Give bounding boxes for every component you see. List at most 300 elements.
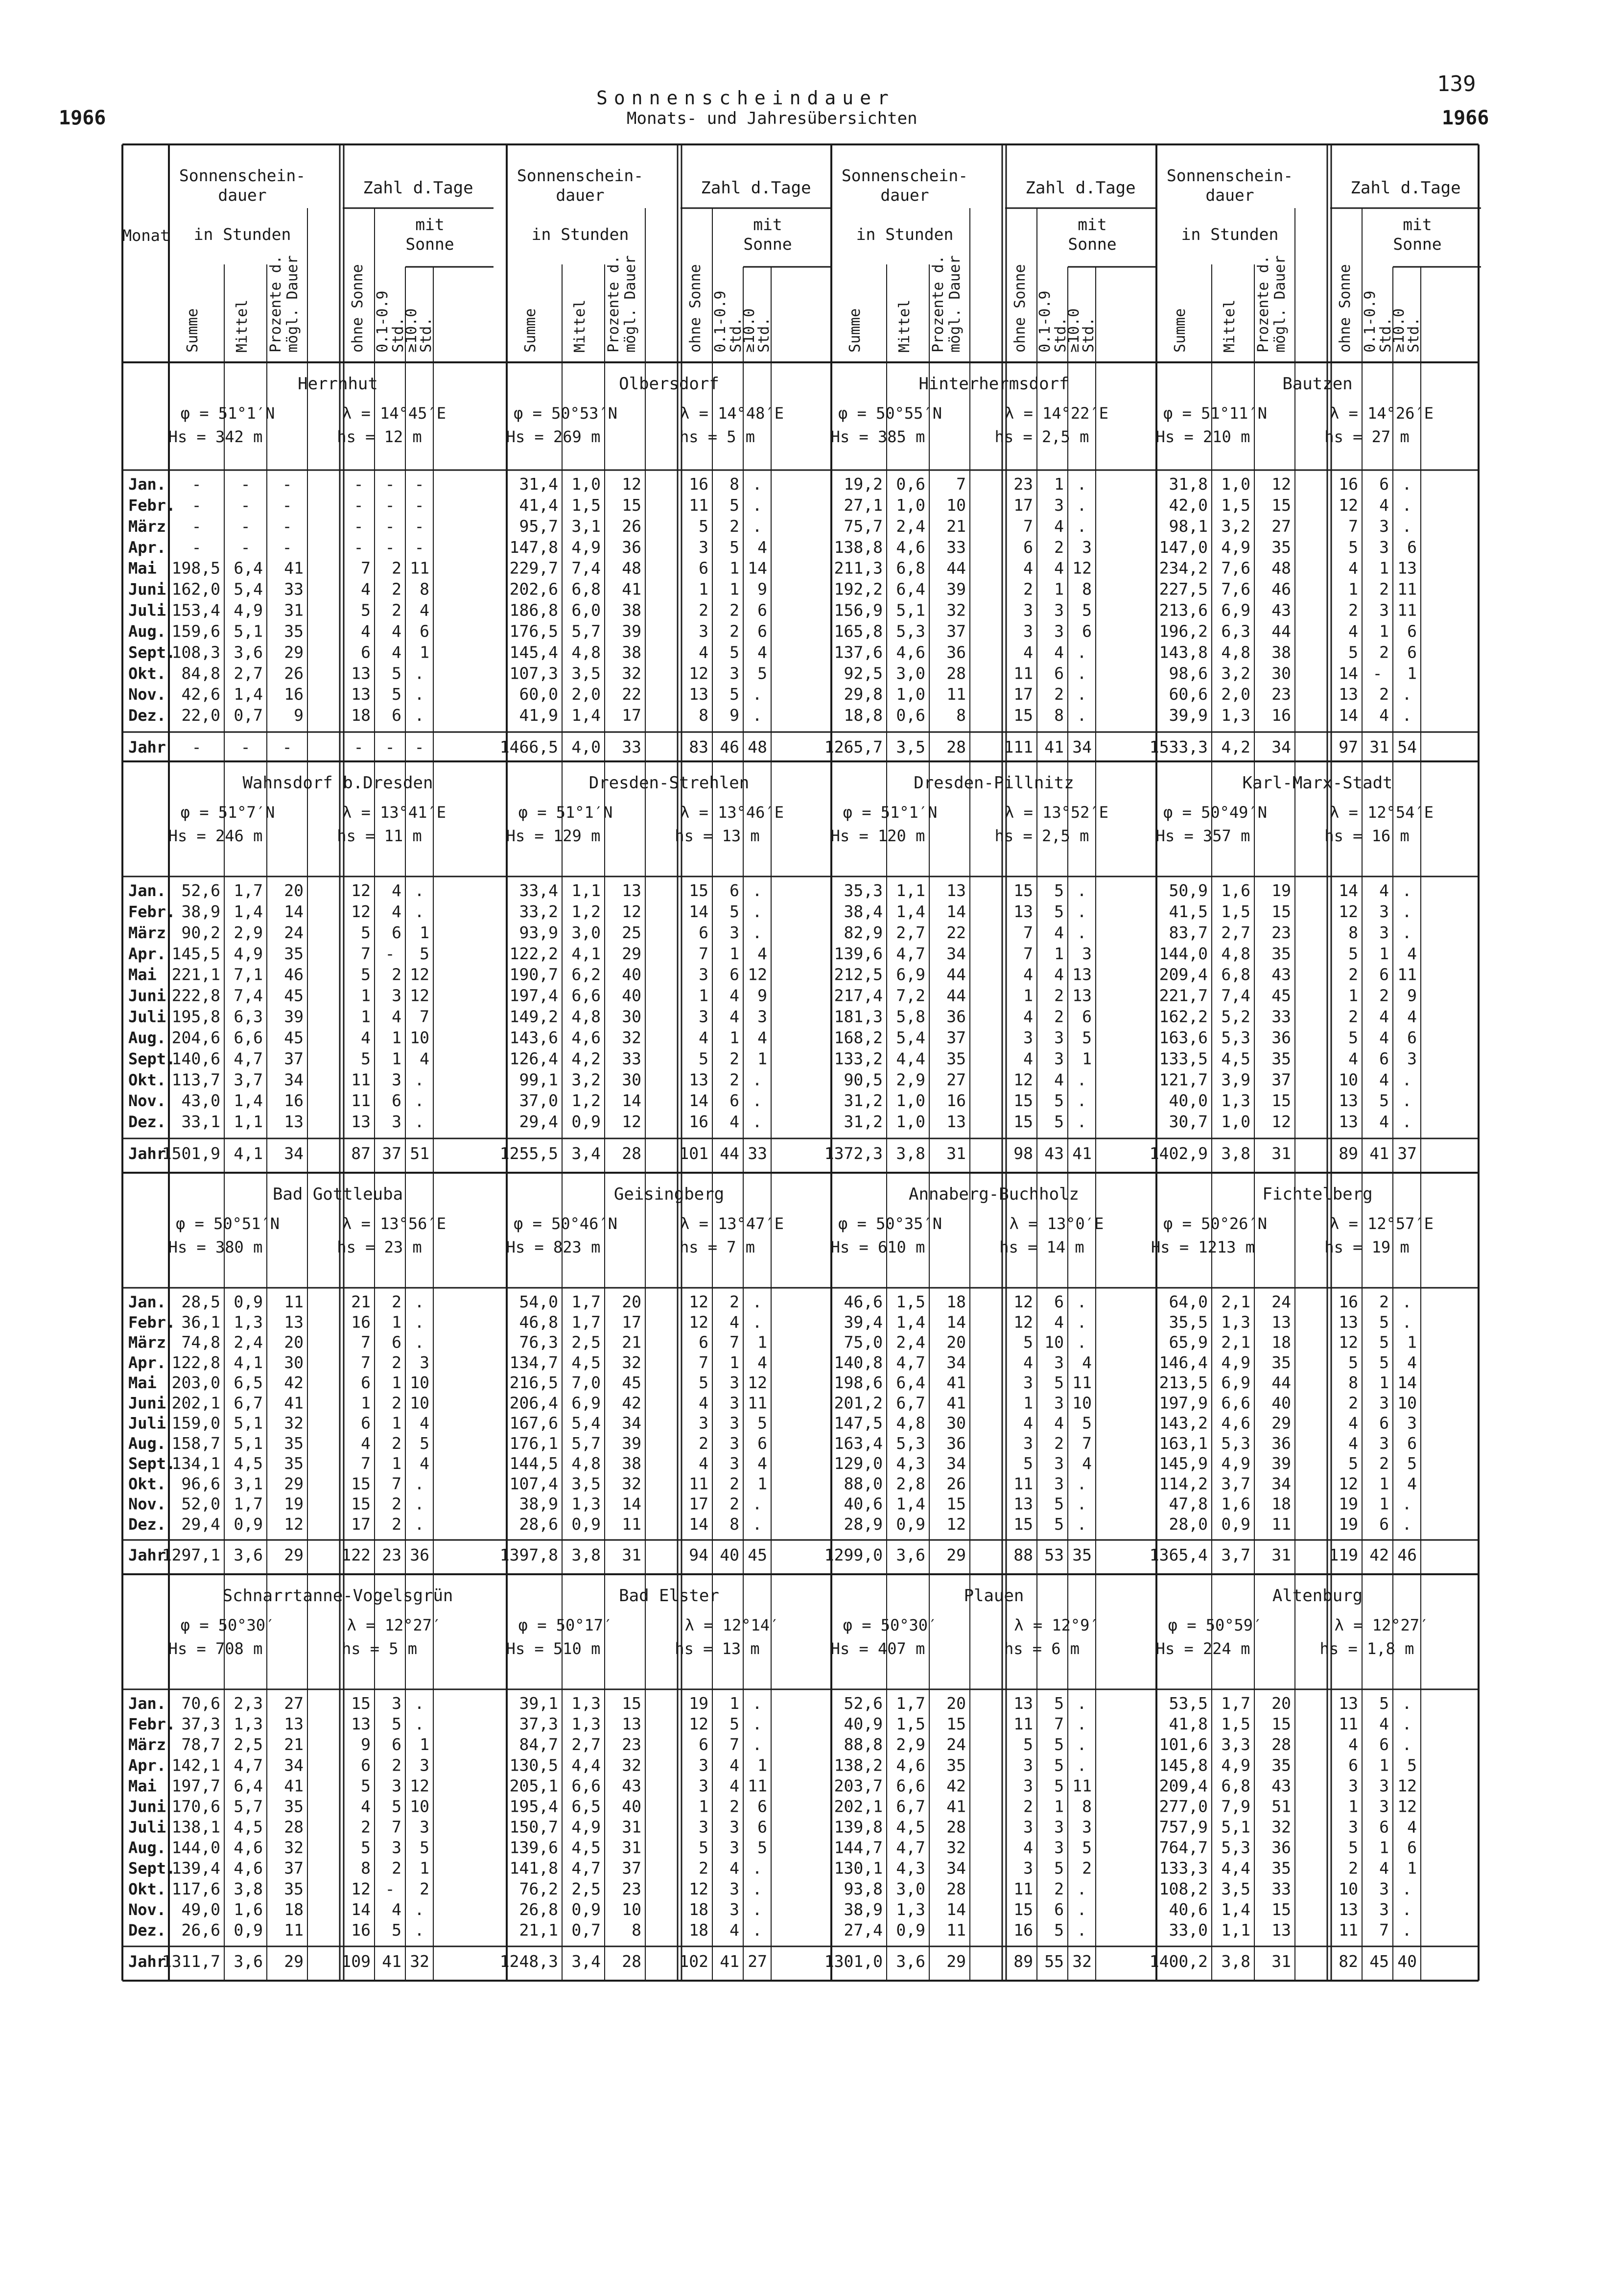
year-total-cell: 3,7 <box>1221 1545 1250 1564</box>
data-cell: 4 <box>757 944 767 963</box>
data-cell: 5 <box>699 1838 708 1857</box>
data-cell: 20 <box>946 1332 966 1352</box>
year-total-cell: 27 <box>748 1952 767 1971</box>
data-cell: 4,9 <box>1221 1755 1250 1775</box>
data-cell: 3 <box>729 1393 739 1413</box>
data-cell: 202,6 <box>509 579 558 599</box>
data-cell: 4,5 <box>234 1454 263 1473</box>
data-cell: 167,6 <box>509 1413 558 1433</box>
data-cell: 6,7 <box>896 1797 925 1816</box>
data-cell: . <box>752 1292 762 1311</box>
c10-header: ≥10.0 <box>403 308 420 353</box>
data-cell: 1,3 <box>896 1899 925 1919</box>
sun-title: dauer <box>556 186 605 205</box>
data-cell: 2 <box>1023 1797 1033 1816</box>
station-altitude: Hs = 708 m <box>168 1639 263 1658</box>
data-cell: 4 <box>729 1920 739 1940</box>
data-cell: 15 <box>1013 1514 1033 1534</box>
data-cell: 5,7 <box>571 1433 601 1453</box>
data-cell: - <box>353 537 364 557</box>
data-cell: 3 <box>1379 537 1389 557</box>
year-total-cell: 88 <box>1013 1545 1033 1564</box>
data-cell: 5 <box>392 1714 401 1734</box>
data-cell: 4,6 <box>571 1028 601 1047</box>
station-altitude: Hs = 385 m <box>830 427 925 446</box>
station-name: Dresden-Strehlen <box>588 773 750 793</box>
month-label: Dez. <box>128 1515 166 1534</box>
data-cell: 2 <box>1082 1858 1092 1878</box>
data-cell: 4 <box>1082 1454 1092 1473</box>
data-cell: 1,1 <box>1221 1920 1250 1940</box>
data-cell: 32 <box>946 1838 966 1857</box>
data-cell: 3 <box>729 1454 739 1473</box>
data-cell: 170,6 <box>171 1797 220 1816</box>
data-cell: . <box>1077 642 1087 662</box>
data-cell: 2,3 <box>234 1694 263 1713</box>
data-cell: 84,8 <box>181 663 220 683</box>
data-cell: 3 <box>699 621 708 641</box>
month-label: Sept. <box>128 643 176 662</box>
data-cell: 3 <box>1379 516 1389 536</box>
jahr-label: Jahr <box>128 1546 166 1564</box>
data-cell: 147,0 <box>1159 537 1208 557</box>
data-cell: 2 <box>729 1049 739 1068</box>
data-cell: 2 <box>729 1474 739 1493</box>
month-label: März <box>128 1333 166 1352</box>
data-cell: 4 <box>1054 923 1064 942</box>
c10-header: Std. <box>755 317 773 353</box>
year-total-cell: - <box>414 737 424 757</box>
data-cell: 145,4 <box>509 642 558 662</box>
year-total-cell: 31 <box>1271 1545 1291 1564</box>
data-cell: 4 <box>1054 642 1064 662</box>
data-cell: . <box>752 1694 762 1713</box>
data-cell: 5 <box>1379 1694 1389 1713</box>
data-cell: 1 <box>1054 944 1064 963</box>
data-cell: 1,2 <box>571 901 601 921</box>
data-cell: 28 <box>284 1817 304 1837</box>
year-total-cell: 31 <box>1369 737 1389 757</box>
year-total-cell: 1466,5 <box>499 737 558 757</box>
data-cell: 31 <box>284 600 304 620</box>
data-cell: 3,5 <box>571 1474 601 1493</box>
data-cell: 3 <box>392 1694 401 1713</box>
data-cell: . <box>1077 474 1087 494</box>
data-cell: 3 <box>757 1007 767 1026</box>
station-latitude: φ = 51°1′N <box>180 404 275 423</box>
data-cell: 5 <box>361 923 371 942</box>
data-cell: 21 <box>351 1292 371 1311</box>
c01-header: Std. <box>390 317 407 353</box>
data-cell: 4 <box>1054 1413 1064 1433</box>
data-cell: 5 <box>1407 1454 1417 1473</box>
data-cell: 108,2 <box>1159 1879 1208 1898</box>
data-cell: 28,6 <box>519 1514 558 1534</box>
station-height: hs = 16 m <box>1324 827 1410 845</box>
data-cell: 38,9 <box>519 1494 558 1514</box>
data-cell: 3 <box>1407 1049 1417 1068</box>
mittel-header: Mittel <box>1221 299 1238 353</box>
data-cell: 6,3 <box>234 1007 263 1026</box>
data-cell: . <box>414 1112 424 1132</box>
data-cell: 38,4 <box>844 901 883 921</box>
month-label: Mai <box>128 559 157 578</box>
data-cell: 186,8 <box>509 600 558 620</box>
year-total-cell: 1255,5 <box>499 1144 558 1163</box>
data-cell: 19 <box>1339 1494 1358 1514</box>
data-cell: 7,1 <box>234 965 263 984</box>
data-cell: 31,4 <box>519 474 558 494</box>
data-cell: 130,1 <box>834 1858 883 1878</box>
jahr-label: Jahr <box>128 1952 166 1971</box>
data-cell: 3 <box>1379 1433 1389 1453</box>
data-cell: 5 <box>1348 537 1358 557</box>
data-cell: 2 <box>1348 965 1358 984</box>
data-cell: 3 <box>1054 600 1064 620</box>
data-cell: 10 <box>1072 1393 1092 1413</box>
data-cell: 16 <box>946 1091 966 1111</box>
month-label: März <box>128 1735 166 1754</box>
page-subtitle: Monats- und Jahresübersichten <box>627 109 917 128</box>
data-cell: 7 <box>1054 1714 1064 1734</box>
data-cell: 163,4 <box>834 1433 883 1453</box>
data-cell: 3 <box>1054 1454 1064 1473</box>
station-height: hs = 7 m <box>679 1238 755 1256</box>
data-cell: 0,9 <box>234 1514 263 1534</box>
data-cell: 4 <box>757 537 767 557</box>
data-cell: 4 <box>1023 1049 1033 1068</box>
data-cell: 4,4 <box>571 1755 601 1775</box>
data-cell: 6 <box>1082 621 1092 641</box>
data-cell: 6 <box>1407 537 1417 557</box>
data-cell: 2 <box>729 1292 739 1311</box>
station-altitude: Hs = 342 m <box>168 427 263 446</box>
data-cell: 145,9 <box>1159 1454 1208 1473</box>
data-cell: 46,8 <box>519 1312 558 1332</box>
data-cell: 140,6 <box>171 1049 220 1068</box>
data-cell: 3 <box>1023 1755 1033 1775</box>
data-cell: 4 <box>1023 642 1033 662</box>
data-cell: 12 <box>1271 1112 1291 1132</box>
year-total-cell: 4,2 <box>1221 737 1250 757</box>
data-cell: . <box>752 1112 762 1132</box>
data-cell: 0,7 <box>234 706 263 725</box>
station-latitude: φ = 50°35′N <box>838 1214 942 1233</box>
month-label: Sept. <box>128 1049 176 1068</box>
station-altitude: Hs = 1213 m <box>1151 1238 1255 1256</box>
data-cell: 1,3 <box>571 1694 601 1713</box>
data-cell: 26 <box>284 663 304 683</box>
data-cell: 15 <box>1271 1714 1291 1734</box>
data-cell: 4 <box>392 901 401 921</box>
data-cell: 2 <box>699 1433 708 1453</box>
data-cell: 4 <box>757 642 767 662</box>
data-cell: 764,7 <box>1159 1838 1208 1857</box>
data-cell: 34 <box>284 1070 304 1089</box>
data-cell: 4,9 <box>1221 537 1250 557</box>
data-cell: 13 <box>1339 685 1358 704</box>
data-cell: 13 <box>1339 1899 1358 1919</box>
data-cell: 5 <box>699 1049 708 1068</box>
data-cell: 20 <box>1271 1694 1291 1713</box>
data-cell: 4,8 <box>1221 642 1250 662</box>
data-cell: 12 <box>1339 901 1358 921</box>
data-cell: 88,8 <box>844 1735 883 1754</box>
data-cell: . <box>752 1714 762 1734</box>
data-cell: 1,0 <box>1221 474 1250 494</box>
data-cell: 5 <box>420 1433 429 1453</box>
year-total-cell: 31 <box>1271 1144 1291 1163</box>
station-name: Olbersdorf <box>619 374 719 394</box>
station-longitude: λ = 12°14′ <box>684 1616 779 1634</box>
sun-title: dauer <box>218 186 267 205</box>
data-cell: 4 <box>1379 1112 1389 1132</box>
year-total-cell: 3,6 <box>896 1952 925 1971</box>
data-cell: 7 <box>1023 944 1033 963</box>
year-total-cell: 1402,9 <box>1149 1144 1208 1163</box>
data-cell: 2 <box>729 1494 739 1514</box>
data-cell: 3 <box>1023 1028 1033 1047</box>
data-cell: 4 <box>757 1352 767 1372</box>
data-cell: 29 <box>284 642 304 662</box>
data-cell: 15 <box>1271 1091 1291 1111</box>
station-name: Altenburg <box>1272 1586 1363 1606</box>
data-cell: 18 <box>689 1899 708 1919</box>
data-cell: 12 <box>689 1879 708 1898</box>
data-cell: 5 <box>1054 1735 1064 1754</box>
data-cell: 5 <box>1054 901 1064 921</box>
data-cell: . <box>1077 1312 1087 1332</box>
data-cell: 65,9 <box>1169 1332 1208 1352</box>
data-cell: 22,0 <box>181 706 220 725</box>
data-cell: 6 <box>361 1755 371 1775</box>
data-cell: 3,8 <box>234 1879 263 1898</box>
data-cell: 34 <box>1271 1474 1291 1493</box>
ohne-sonne-header: ohne Sonne <box>349 264 366 353</box>
data-cell: 18 <box>1271 1494 1291 1514</box>
data-cell: 4,5 <box>571 1352 601 1372</box>
data-cell: 4 <box>392 881 401 900</box>
data-cell: 15 <box>1013 1112 1033 1132</box>
year-total-cell: - <box>191 737 202 757</box>
data-cell: 11 <box>410 558 429 578</box>
data-cell: 5 <box>361 1838 371 1857</box>
data-cell: 6 <box>699 1735 708 1754</box>
data-cell: 33 <box>622 1049 641 1068</box>
year-total-cell: 41 <box>720 1952 739 1971</box>
data-cell: 5 <box>1379 1312 1389 1332</box>
data-cell: 33,1 <box>181 1112 220 1132</box>
month-label: Sept. <box>128 1454 176 1473</box>
data-cell: 6,8 <box>896 558 925 578</box>
station-height: hs = 13 m <box>675 1639 760 1658</box>
data-cell: 4,5 <box>571 1838 601 1857</box>
data-cell: 6 <box>361 1373 371 1392</box>
mittel-header: Mittel <box>571 299 588 353</box>
data-cell: 139,4 <box>171 1858 220 1878</box>
data-cell: 13 <box>1072 986 1092 1005</box>
data-cell: 2,1 <box>1221 1292 1250 1311</box>
station-longitude: λ = 14°48′E <box>680 404 784 423</box>
data-cell: 30 <box>622 1070 641 1089</box>
data-cell: 5 <box>1023 1454 1033 1473</box>
data-cell: 5 <box>1348 642 1358 662</box>
prozente-header: Prozente d. <box>267 255 284 353</box>
data-cell: 30 <box>946 1413 966 1433</box>
data-cell: 4,5 <box>234 1817 263 1837</box>
month-label: Mai <box>128 1776 157 1796</box>
year-total-cell: 1301,0 <box>824 1952 883 1971</box>
c01-header: 0.1-0.9 <box>712 290 729 353</box>
data-cell: 34 <box>284 1755 304 1775</box>
data-cell: - <box>191 537 202 557</box>
data-cell: 24 <box>946 1735 966 1754</box>
station-height: hs = 12 m <box>337 427 422 446</box>
data-cell: 2 <box>1348 600 1358 620</box>
data-cell: 8 <box>1054 706 1064 725</box>
data-cell: 5 <box>1407 1755 1417 1775</box>
data-cell: 4 <box>1348 1433 1358 1453</box>
data-cell: 5,1 <box>1221 1817 1250 1837</box>
station-latitude: φ = 50°55′N <box>838 404 942 423</box>
year-total-cell: 53 <box>1044 1545 1064 1564</box>
data-cell: 5 <box>729 537 739 557</box>
data-cell: 3 <box>392 1776 401 1796</box>
data-cell: 8 <box>632 1920 641 1940</box>
month-label: März <box>128 923 166 942</box>
data-cell: 5,1 <box>896 600 925 620</box>
data-cell: 41,4 <box>519 495 558 515</box>
data-cell: 2 <box>1054 1433 1064 1453</box>
data-cell: 7 <box>1348 516 1358 536</box>
data-cell: 88,0 <box>844 1474 883 1493</box>
data-cell: . <box>1402 881 1412 900</box>
data-cell: 7 <box>1379 1920 1389 1940</box>
days-title: Zahl d.Tage <box>1350 178 1461 198</box>
data-cell: 1 <box>1379 1838 1389 1857</box>
data-cell: 45 <box>284 986 304 1005</box>
data-cell: 222,8 <box>171 986 220 1005</box>
data-cell: 46 <box>1271 579 1291 599</box>
data-cell: 4 <box>1348 621 1358 641</box>
data-cell: 28,5 <box>181 1292 220 1311</box>
data-cell: 1 <box>1054 579 1064 599</box>
data-cell: 13 <box>1339 1112 1358 1132</box>
data-cell: . <box>1077 1694 1087 1713</box>
data-cell: - <box>240 537 251 557</box>
data-cell: 3 <box>1082 1817 1092 1837</box>
data-cell: 3 <box>392 1838 401 1857</box>
data-cell: 7 <box>361 1352 371 1372</box>
mit-sonne-label: Sonne <box>743 235 792 254</box>
data-cell: 3 <box>1054 1352 1064 1372</box>
data-cell: 145,8 <box>1159 1755 1208 1775</box>
data-cell: 139,6 <box>509 1838 558 1857</box>
data-cell: . <box>1077 923 1087 942</box>
data-cell: . <box>1402 1879 1412 1898</box>
year-total-cell: 3,6 <box>896 1545 925 1564</box>
year-total-cell: 87 <box>351 1144 371 1163</box>
station-latitude: φ = 50°46′N <box>514 1214 617 1233</box>
data-cell: 4,7 <box>234 1755 263 1775</box>
data-cell: 7,4 <box>1221 986 1250 1005</box>
data-cell: . <box>1077 1714 1087 1734</box>
data-cell: 3 <box>420 1755 429 1775</box>
year-total-cell: 51 <box>410 1144 429 1163</box>
station-altitude: Hs = 269 m <box>506 427 601 446</box>
jahr-label: Jahr <box>128 738 166 757</box>
data-cell: 5 <box>1054 1755 1064 1775</box>
station-latitude: φ = 50°53′N <box>514 404 617 423</box>
data-cell: 11 <box>1013 1879 1033 1898</box>
data-cell: 2 <box>392 1494 401 1514</box>
data-cell: 4 <box>729 1776 739 1796</box>
data-cell: 11 <box>284 1920 304 1940</box>
station-longitude: λ = 14°45′E <box>342 404 446 423</box>
data-cell: 95,7 <box>519 516 558 536</box>
station-name: Hinterhermsdorf <box>918 374 1069 394</box>
data-cell: . <box>1077 1899 1087 1919</box>
data-cell: 41 <box>284 558 304 578</box>
data-cell: 1,4 <box>234 901 263 921</box>
data-cell: 40,0 <box>1169 1091 1208 1111</box>
data-cell: 33 <box>284 579 304 599</box>
c01-header: Std. <box>728 317 745 353</box>
data-cell: 6,8 <box>571 579 601 599</box>
data-cell: 1 <box>729 1694 739 1713</box>
year-total-cell: 41 <box>1044 737 1064 757</box>
data-cell: 209,4 <box>1159 1776 1208 1796</box>
month-label: Apr. <box>128 944 166 963</box>
data-cell: 1,6 <box>1221 1494 1250 1514</box>
data-cell: 1 <box>1379 621 1389 641</box>
station-longitude: λ = 13°47′E <box>680 1214 784 1233</box>
data-cell: 5 <box>392 663 401 683</box>
data-cell: 3 <box>729 1817 739 1837</box>
year-total-cell: 41 <box>1369 1144 1389 1163</box>
data-cell: . <box>414 1514 424 1534</box>
data-cell: 46,6 <box>844 1292 883 1311</box>
data-cell: 4 <box>1023 965 1033 984</box>
data-cell: 192,2 <box>834 579 883 599</box>
data-cell: 41,5 <box>1169 901 1208 921</box>
data-cell: 36 <box>946 1433 966 1453</box>
data-cell: 1 <box>729 558 739 578</box>
data-cell: 1,0 <box>571 474 601 494</box>
data-cell: 22 <box>946 923 966 942</box>
data-cell: 12 <box>689 1714 708 1734</box>
data-cell: 31,2 <box>844 1091 883 1111</box>
data-cell: 1,1 <box>571 881 601 900</box>
station-height: hs = 2,5 m <box>994 827 1089 845</box>
data-cell: 4,8 <box>571 642 601 662</box>
station-latitude: φ = 50°30′ <box>180 1616 275 1634</box>
data-cell: 2,9 <box>896 1070 925 1089</box>
data-cell: 10 <box>946 495 966 515</box>
year-total-cell: - <box>282 737 292 757</box>
data-cell: - <box>385 474 395 494</box>
data-cell: 32 <box>284 1838 304 1857</box>
data-cell: 4 <box>1348 1735 1358 1754</box>
data-cell: 20 <box>284 881 304 900</box>
data-cell: 28,9 <box>844 1514 883 1534</box>
data-cell: 2 <box>729 600 739 620</box>
data-cell: 9 <box>361 1735 371 1754</box>
data-cell: 2 <box>392 965 401 984</box>
data-cell: 39,1 <box>519 1694 558 1713</box>
data-cell: 5 <box>392 685 401 704</box>
data-cell: 3 <box>729 1373 739 1392</box>
